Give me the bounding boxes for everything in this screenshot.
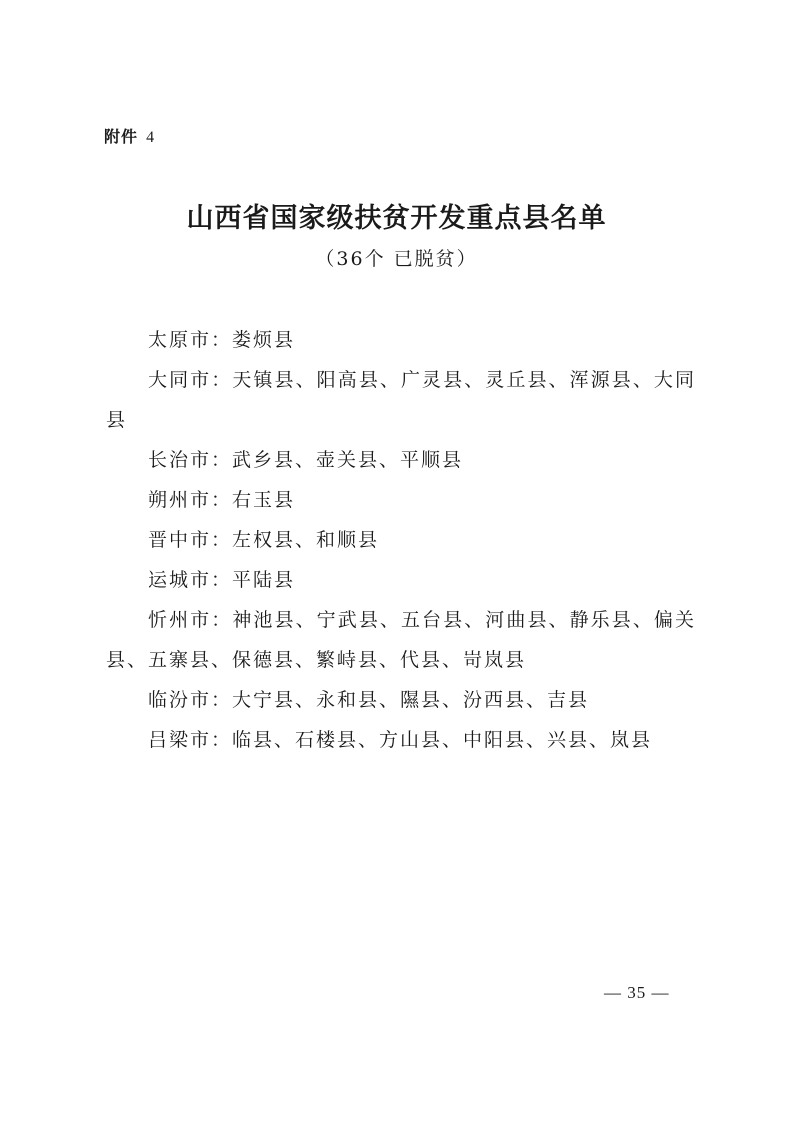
list-item: 大同市：天镇县、阳高县、广灵县、灵丘县、浑源县、大同县 (106, 369, 696, 431)
county-names: 武乡县、壶关县、平顺县 (232, 449, 464, 471)
city-name: 忻州市 (148, 609, 212, 631)
county-names: 平陆县 (232, 569, 296, 591)
list-item: 忻州市：神池县、宁武县、五台县、河曲县、静乐县、偏关县、五寨县、保德县、繁峙县、代县、岢岚县 (106, 609, 696, 671)
city-name: 临汾市 (148, 689, 212, 711)
city-name: 太原市 (148, 329, 212, 351)
city-name: 长治市 (148, 449, 212, 471)
list-item: 晋中市：左权县、和顺县 (148, 529, 380, 551)
city-name: 晋中市 (148, 529, 212, 551)
list-item: 朔州市：右玉县 (148, 489, 296, 511)
county-names: 右玉县 (232, 489, 296, 511)
list-item: 运城市：平陆县 (148, 569, 296, 591)
county-names: 娄烦县 (232, 329, 296, 351)
city-name: 大同市 (148, 369, 212, 391)
attachment-label (104, 124, 155, 147)
county-names: 临县、石楼县、方山县、中阳县、兴县、岚县 (232, 729, 653, 751)
list-item: 太原市：娄烦县 (148, 329, 296, 351)
city-name: 运城市 (148, 569, 212, 591)
county-names: 左权县、和顺县 (232, 529, 380, 551)
document-title: 山西省国家级扶贫开发重点县名单 (186, 203, 607, 234)
county-list (106, 320, 696, 760)
county-names: 天镇县、阳高县、广灵县、灵丘县、浑源县、大同县 (106, 369, 696, 431)
page-number: — 35 — (604, 983, 670, 1002)
attachment-text: 附件 (104, 127, 139, 146)
list-item: 临汾市：大宁县、永和县、隰县、汾西县、吉县 (148, 689, 590, 711)
city-name: 吕梁市 (148, 729, 212, 751)
list-item: 长治市：武乡县、壶关县、平顺县 (148, 449, 464, 471)
list-item: 吕梁市：临县、石楼县、方山县、中阳县、兴县、岚县 (148, 729, 653, 751)
county-names: 大宁县、永和县、隰县、汾西县、吉县 (232, 689, 590, 711)
document-subtitle: （36个 已脱贫） (315, 248, 478, 270)
county-names: 神池县、宁武县、五台县、河曲县、静乐县、偏关县、五寨县、保德县、繁峙县、代县、岢岚县 (106, 609, 696, 671)
attachment-number: 4 (146, 129, 156, 146)
city-name: 朔州市 (148, 489, 212, 511)
